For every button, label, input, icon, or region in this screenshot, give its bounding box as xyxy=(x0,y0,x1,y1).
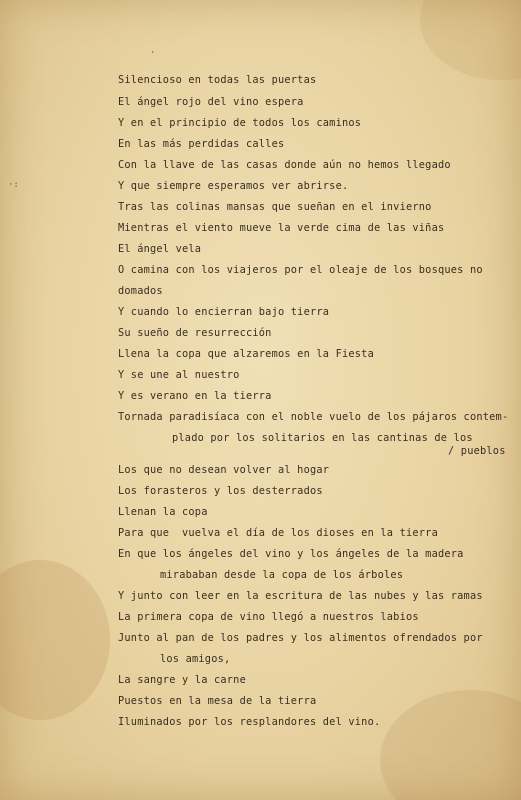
paper-stain xyxy=(0,560,110,720)
poem-line: Los que no desean volver al hogar xyxy=(118,464,330,476)
poem-line: En que los ángeles del vino y los ángeles de la madera xyxy=(118,548,464,560)
poem-line: Puestos en la mesa de la tierra xyxy=(118,695,317,707)
poem-line: Y se une al nuestro xyxy=(118,369,240,381)
poem-line: El ángel rojo del vino espera xyxy=(118,96,304,108)
poem-line: domados xyxy=(118,285,163,297)
poem-line: Tornada paradisíaca con el noble vuelo de los pájaros contem- xyxy=(118,411,509,423)
poem-line: Su sueño de resurrección xyxy=(118,327,272,339)
poem-line: O camina con los viajeros por el oleaje de los bosques no xyxy=(118,264,483,276)
poem-line: Silencioso en todas las puertas xyxy=(118,74,317,86)
poem-line: Para que vuelva el día de los dioses en la tierra xyxy=(118,527,438,539)
poem-line: Junto al pan de los padres y los alimentos ofrendados por xyxy=(118,632,483,644)
poem-line: Y en el principio de todos los caminos xyxy=(118,117,362,129)
paper-stain xyxy=(380,690,521,800)
poem-line: Y junto con leer en la escritura de las nubes y las ramas xyxy=(118,590,483,602)
poem-line: Tras las colinas mansas que sueñan en el invierno xyxy=(118,201,432,213)
poem-line: Y que siempre esperamos ver abrirse. xyxy=(118,180,349,192)
poem-line: Mientras el viento mueve la verde cima de las viñas xyxy=(118,222,445,234)
poem-line: Llenan la copa xyxy=(118,506,208,518)
poem-line: En las más perdidas calles xyxy=(118,138,285,150)
poem-line: mirababan desde la copa de los árboles xyxy=(160,569,404,581)
poem-line: La sangre y la carne xyxy=(118,674,246,686)
poem-line: Iluminados por los resplandores del vino. xyxy=(118,716,381,728)
poem-line: Y cuando lo encierran bajo tierra xyxy=(118,306,330,318)
paper-stain xyxy=(420,0,521,80)
poem-line: El ángel vela xyxy=(118,243,202,255)
punch-mark: ·: xyxy=(8,180,19,190)
poem-line: Y es verano en la tierra xyxy=(118,390,272,402)
poem-line: Con la llave de las casas donde aún no hemos llegado xyxy=(118,159,451,171)
poem-line: Llena la copa que alzaremos en la Fiesta xyxy=(118,348,374,360)
poem-line: plado por los solitarios en las cantinas de los xyxy=(172,432,473,444)
poem-line: La primera copa de vino llegó a nuestros labios xyxy=(118,611,419,623)
punch-mark: · xyxy=(150,48,156,58)
poem-line: Los forasteros y los desterrados xyxy=(118,485,323,497)
poem-line: los amigos, xyxy=(160,653,231,665)
poem-line: / pueblos xyxy=(448,445,506,457)
